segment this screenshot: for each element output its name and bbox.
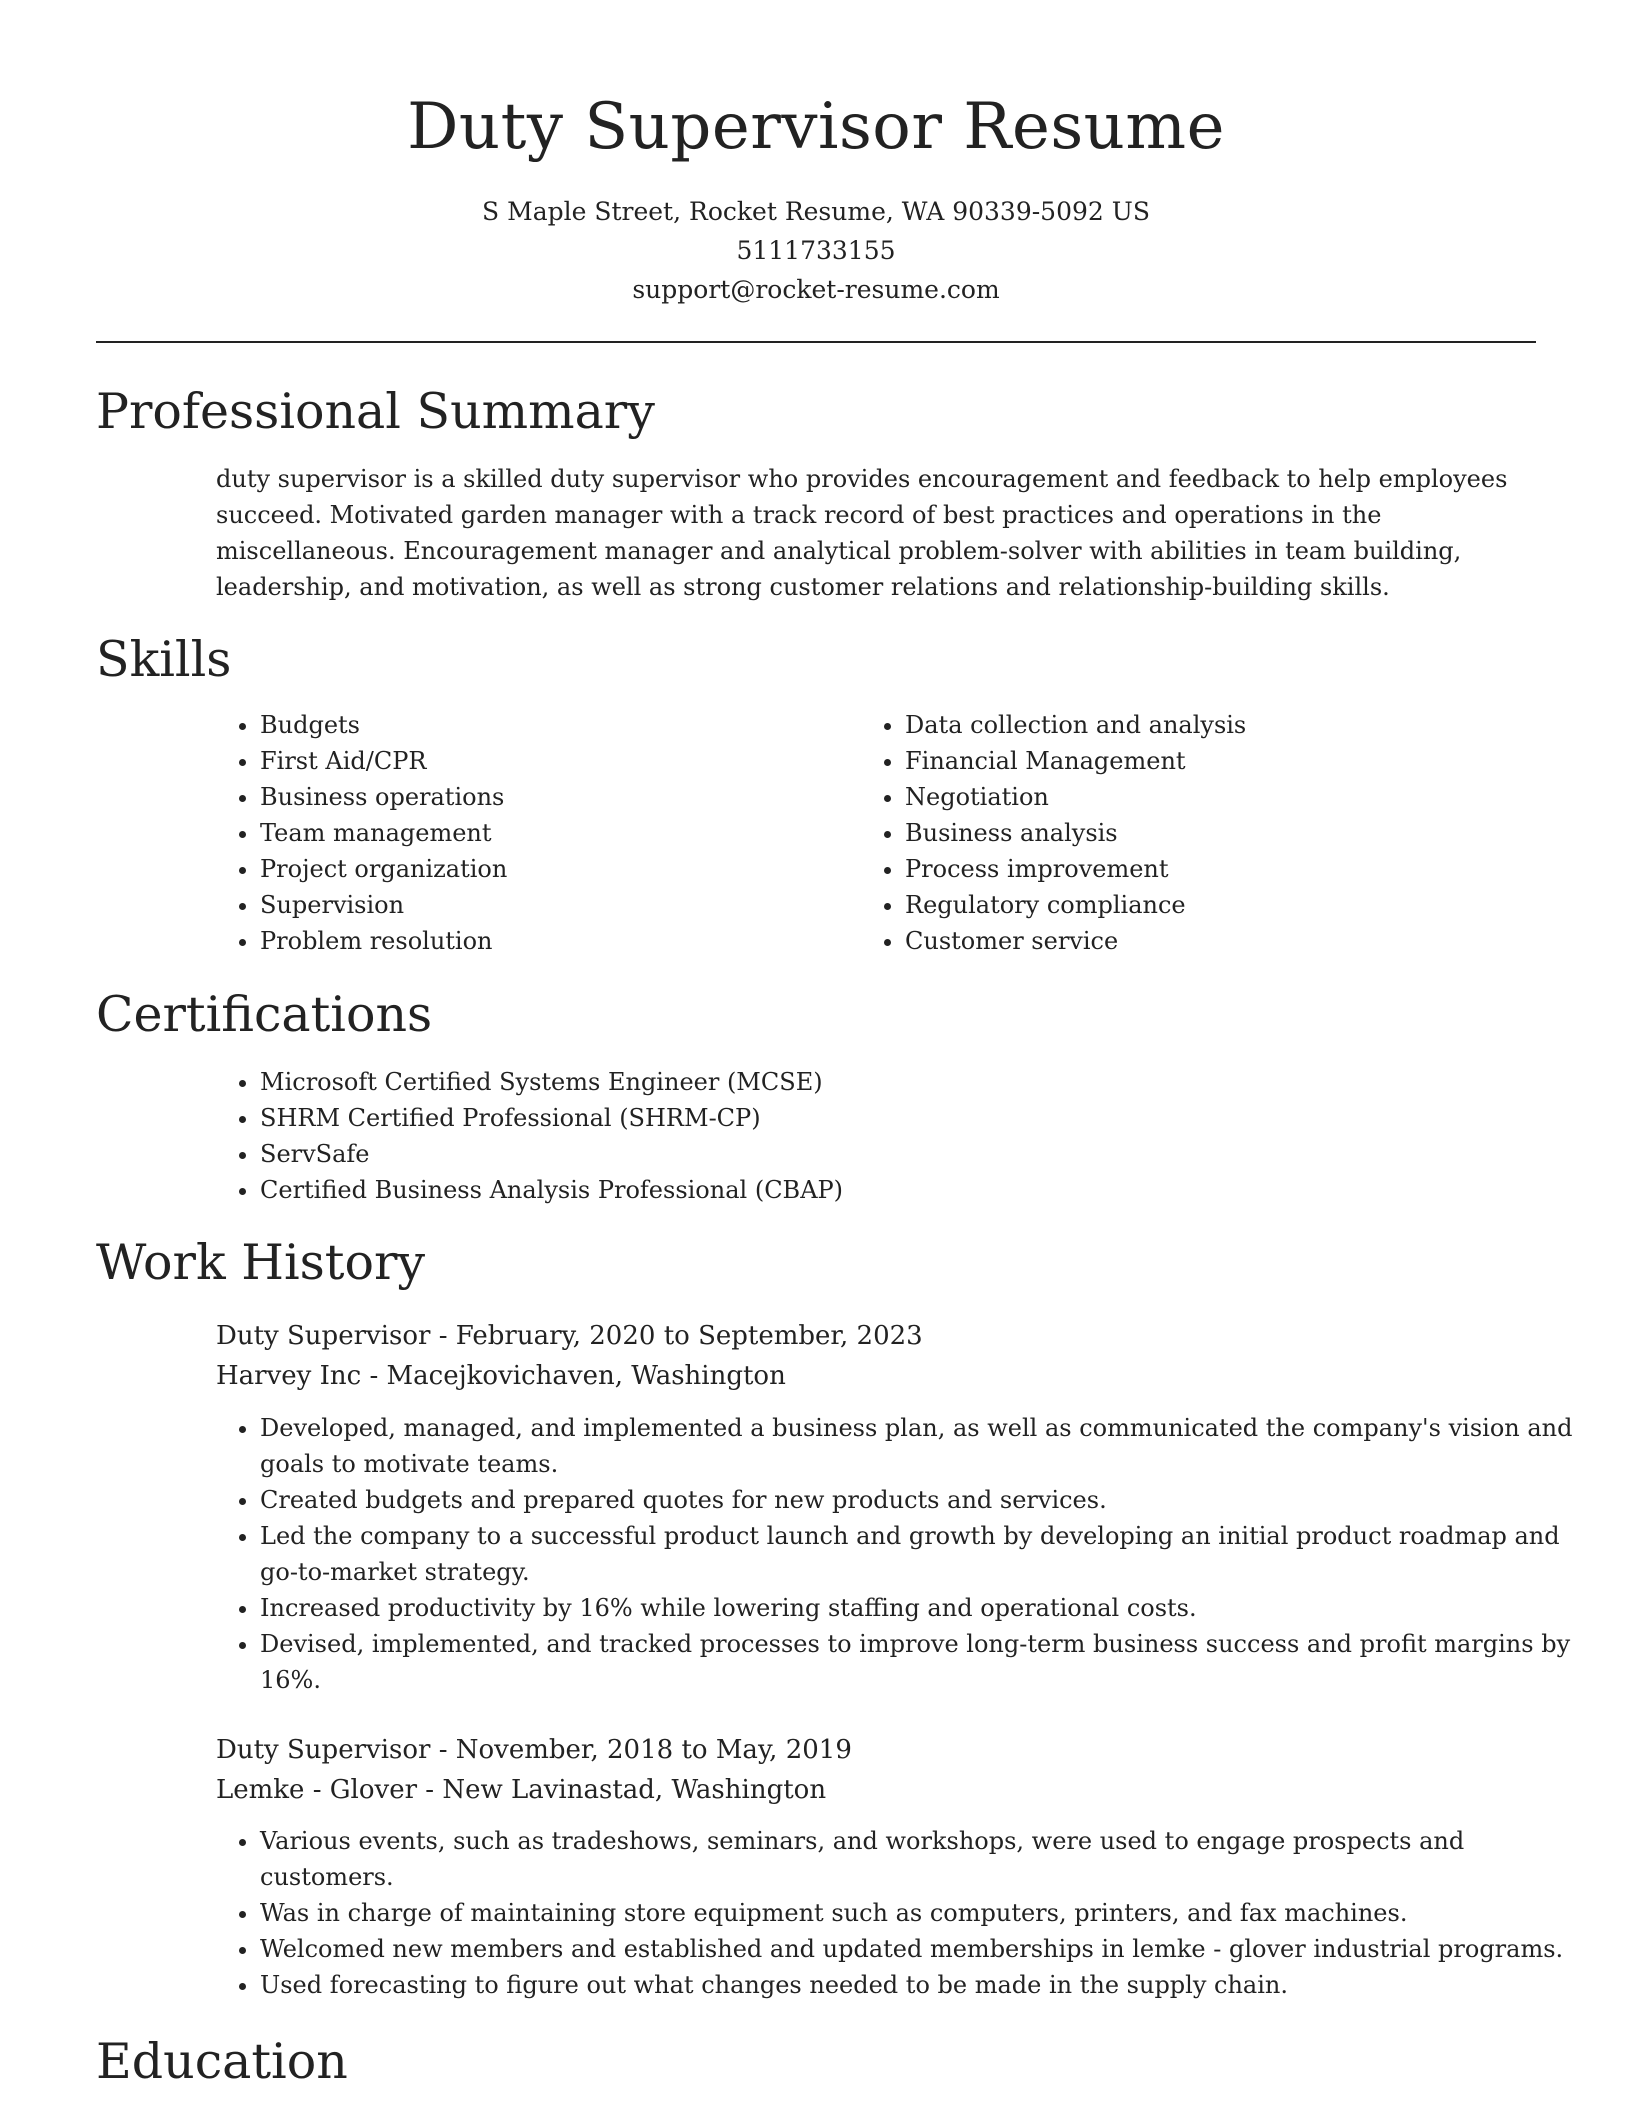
- job-1-bullets: [216, 1410, 1590, 1698]
- list-item: • ServSafe: [260, 1136, 1460, 1172]
- list-item: • Process improvement: [905, 851, 1505, 887]
- list-item: • Financial Management: [905, 743, 1505, 779]
- skills-list-right: [861, 707, 1505, 959]
- list-item: • Increased productivity by 16% while lowering staffing and operational costs.: [260, 1590, 1590, 1626]
- list-item: • Regulatory compliance: [905, 887, 1505, 923]
- list-item: • Business operations: [260, 779, 820, 815]
- list-item: • Was in charge of maintaining store equipment such as computers, printers, and fax machines.: [260, 1895, 1590, 1931]
- list-item: • Devised, implemented, and tracked processes to improve long-term business success and profit margins by 16%.: [260, 1626, 1590, 1698]
- list-item: • Business analysis: [905, 815, 1505, 851]
- list-item: • Customer service: [905, 923, 1505, 959]
- skills-heading: Skills: [96, 631, 232, 688]
- contact-address: S Maple Street, Rocket Resume, WA 90339-5092 US: [482, 197, 1150, 226]
- contact-email: support@rocket-resume.com: [632, 275, 1000, 304]
- list-item: • First Aid/CPR: [260, 743, 820, 779]
- job-2-role: Duty Supervisor - November, 2018 to May, 2019: [216, 1735, 852, 1765]
- list-item: • Budgets: [260, 707, 820, 743]
- job-2-company: Lemke - Glover - New Lavinastad, Washington: [216, 1775, 827, 1805]
- certifications-list: [216, 1064, 1460, 1208]
- list-item: • Supervision: [260, 887, 820, 923]
- list-item: • Various events, such as tradeshows, seminars, and workshops, were used to engage prospects and customers.: [260, 1823, 1590, 1895]
- list-item: • Welcomed new members and established and updated memberships in lemke - glover industrial programs.: [260, 1931, 1590, 1967]
- contact-block: [96, 192, 1536, 309]
- list-item: • Negotiation: [905, 779, 1505, 815]
- work-history-heading: Work History: [96, 1234, 426, 1291]
- skills-list-left: [216, 707, 820, 959]
- header-divider: [96, 341, 1536, 343]
- certifications-heading: Certifications: [96, 986, 433, 1043]
- list-item: • Led the company to a successful product launch and growth by developing an initial product roadmap and go-to-market strategy.: [260, 1518, 1590, 1590]
- job-1-role: Duty Supervisor - February, 2020 to September, 2023: [216, 1321, 923, 1351]
- list-item: • SHRM Certified Professional (SHRM-CP): [260, 1100, 1460, 1136]
- list-item: • Team management: [260, 815, 820, 851]
- summary-text: duty supervisor is a skilled duty supervisor who provides encouragement and feedback to help employees succeed. Motivated garden manager with a track record of best practices and operations in the miscellaneous. Encouragement manager and analytical problem-solver with abilities in team building, leadership, and motivation, as well as strong customer relations and relationship-building skills.: [216, 465, 1508, 601]
- list-item: • Microsoft Certified Systems Engineer (MCSE): [260, 1064, 1460, 1100]
- education-heading: Education: [96, 2033, 348, 2090]
- summary-heading: Professional Summary: [96, 383, 655, 440]
- job-2-bullets: [216, 1823, 1590, 2003]
- list-item: • Developed, managed, and implemented a business plan, as well as communicated the company's vision and goals to motivate teams.: [260, 1410, 1590, 1482]
- list-item: • Data collection and analysis: [905, 707, 1505, 743]
- contact-phone: 5111733155: [736, 236, 896, 265]
- list-item: • Project organization: [260, 851, 820, 887]
- resume-title: Duty Supervisor Resume: [407, 90, 1225, 164]
- list-item: • Problem resolution: [260, 923, 820, 959]
- list-item: • Created budgets and prepared quotes for new products and services.: [260, 1482, 1590, 1518]
- list-item: • Certified Business Analysis Professional (CBAP): [260, 1172, 1460, 1208]
- job-1-company: Harvey Inc - Macejkovichaven, Washington: [216, 1361, 786, 1391]
- list-item: • Used forecasting to figure out what changes needed to be made in the supply chain.: [260, 1967, 1590, 2003]
